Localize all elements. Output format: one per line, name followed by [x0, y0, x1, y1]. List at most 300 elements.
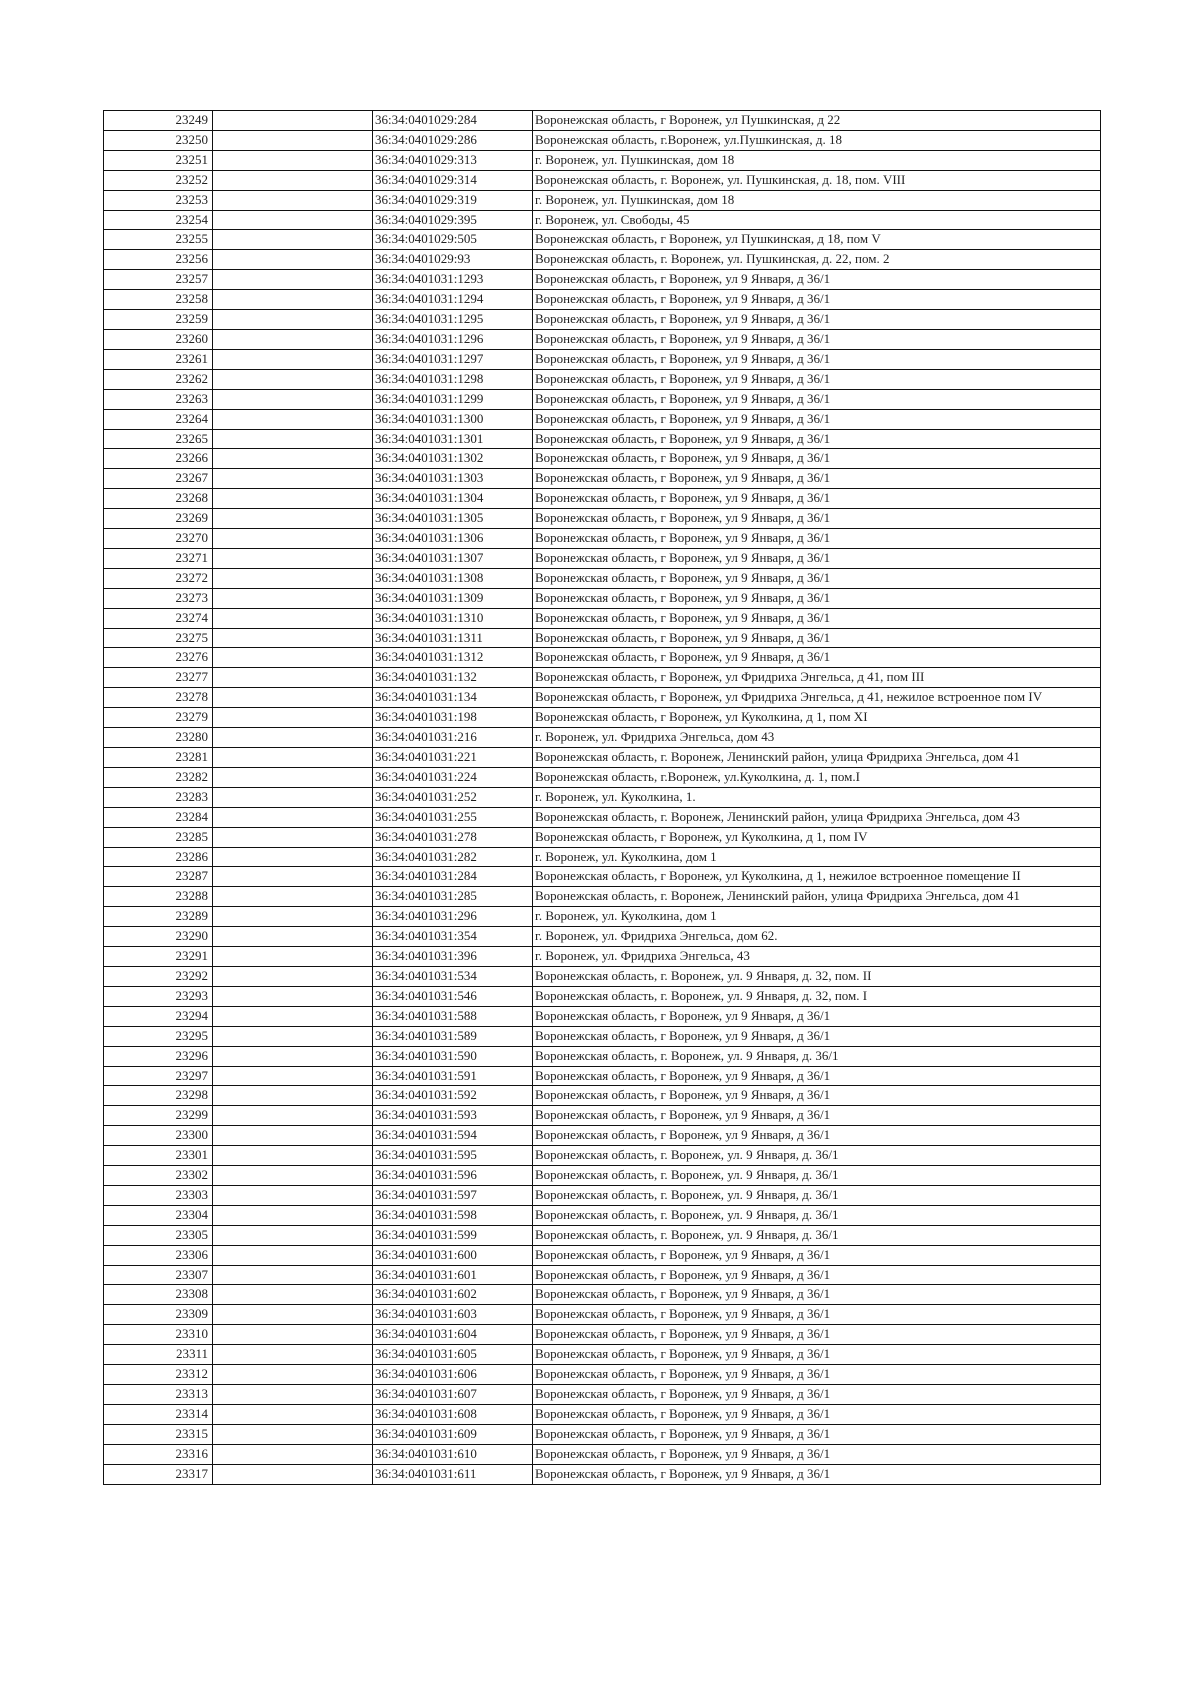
cadastral-number-cell: 36:34:0401031:546 — [373, 986, 533, 1006]
cadastral-number-cell: 36:34:0401031:597 — [373, 1185, 533, 1205]
table-row — [104, 270, 1101, 290]
empty-cell — [213, 130, 373, 150]
table-row — [104, 748, 1101, 768]
empty-cell — [213, 907, 373, 927]
empty-cell — [213, 827, 373, 847]
table-row — [104, 728, 1101, 748]
cadastral-number-cell: 36:34:0401031:588 — [373, 1006, 533, 1026]
address-cell: Воронежская область, г Воронеж, ул 9 Января, д 36/1 — [533, 270, 1101, 290]
table-row — [104, 1066, 1101, 1086]
row-number-cell: 23304 — [104, 1205, 213, 1225]
cadastral-number-cell: 36:34:0401031:1307 — [373, 548, 533, 568]
table-row — [104, 1106, 1101, 1126]
empty-cell — [213, 708, 373, 728]
row-number-cell: 23275 — [104, 628, 213, 648]
empty-cell — [213, 290, 373, 310]
address-cell: Воронежская область, г Воронеж, ул 9 Января, д 36/1 — [533, 329, 1101, 349]
table-row — [104, 867, 1101, 887]
empty-cell — [213, 111, 373, 131]
cadastral-number-cell: 36:34:0401031:252 — [373, 787, 533, 807]
empty-cell — [213, 1385, 373, 1405]
cadastral-number-cell: 36:34:0401031:1297 — [373, 349, 533, 369]
row-number-cell: 23278 — [104, 688, 213, 708]
table-row — [104, 509, 1101, 529]
cadastral-number-cell: 36:34:0401031:600 — [373, 1245, 533, 1265]
empty-cell — [213, 1444, 373, 1464]
empty-cell — [213, 1166, 373, 1186]
row-number-cell: 23298 — [104, 1086, 213, 1106]
table-row — [104, 529, 1101, 549]
cadastral-number-cell: 36:34:0401031:590 — [373, 1046, 533, 1066]
address-cell: Воронежская область, г Воронеж, ул 9 Января, д 36/1 — [533, 1285, 1101, 1305]
cadastral-number-cell: 36:34:0401031:603 — [373, 1305, 533, 1325]
cadastral-number-cell: 36:34:0401031:1308 — [373, 568, 533, 588]
table-row — [104, 389, 1101, 409]
table-row — [104, 1225, 1101, 1245]
row-number-cell: 23308 — [104, 1285, 213, 1305]
cadastral-number-cell: 36:34:0401031:296 — [373, 907, 533, 927]
table-row — [104, 787, 1101, 807]
cadastral-number-cell: 36:34:0401031:1294 — [373, 290, 533, 310]
empty-cell — [213, 608, 373, 628]
row-number-cell: 23302 — [104, 1166, 213, 1186]
row-number-cell: 23307 — [104, 1265, 213, 1285]
address-cell: Воронежская область, г Воронеж, ул 9 Января, д 36/1 — [533, 1325, 1101, 1345]
row-number-cell: 23270 — [104, 529, 213, 549]
address-cell: Воронежская область, г.Воронеж, ул.Пушкинская, д. 18 — [533, 130, 1101, 150]
empty-cell — [213, 1205, 373, 1225]
table-row — [104, 210, 1101, 230]
table-row — [104, 648, 1101, 668]
address-cell: Воронежская область, г Воронеж, ул 9 Января, д 36/1 — [533, 1345, 1101, 1365]
cadastral-number-cell: 36:34:0401031:1306 — [373, 529, 533, 549]
table-row — [104, 1325, 1101, 1345]
row-number-cell: 23303 — [104, 1185, 213, 1205]
empty-cell — [213, 1404, 373, 1424]
cadastral-number-cell: 36:34:0401031:1311 — [373, 628, 533, 648]
address-cell: Воронежская область, г Воронеж, ул Фридриха Энгельса, д 41, пом III — [533, 668, 1101, 688]
address-cell: Воронежская область, г Воронеж, ул Пушкинская, д 22 — [533, 111, 1101, 131]
empty-cell — [213, 986, 373, 1006]
cadastral-number-cell: 36:34:0401031:1301 — [373, 429, 533, 449]
table-row — [104, 170, 1101, 190]
row-number-cell: 23268 — [104, 489, 213, 509]
empty-cell — [213, 469, 373, 489]
table-row — [104, 349, 1101, 369]
address-cell: Воронежская область, г Воронеж, ул 9 Января, д 36/1 — [533, 290, 1101, 310]
table-row — [104, 1385, 1101, 1405]
cadastral-number-cell: 36:34:0401031:602 — [373, 1285, 533, 1305]
address-cell: Воронежская область, г Воронеж, ул 9 Января, д 36/1 — [533, 648, 1101, 668]
address-cell: г. Воронеж, ул. Фридриха Энгельса, дом 62. — [533, 927, 1101, 947]
cadastral-number-cell: 36:34:0401031:608 — [373, 1404, 533, 1424]
address-cell: г. Воронеж, ул. Пушкинская, дом 18 — [533, 190, 1101, 210]
address-cell: Воронежская область, г Воронеж, ул Куколкина, д 1, пом XI — [533, 708, 1101, 728]
row-number-cell: 23261 — [104, 349, 213, 369]
table-row — [104, 369, 1101, 389]
empty-cell — [213, 1066, 373, 1086]
address-cell: Воронежская область, г. Воронеж, ул. 9 Января, д. 36/1 — [533, 1205, 1101, 1225]
cadastral-number-cell: 36:34:0401031:134 — [373, 688, 533, 708]
table-row — [104, 986, 1101, 1006]
row-number-cell: 23279 — [104, 708, 213, 728]
empty-cell — [213, 628, 373, 648]
empty-cell — [213, 867, 373, 887]
row-number-cell: 23262 — [104, 369, 213, 389]
cadastral-number-cell: 36:34:0401031:1300 — [373, 409, 533, 429]
row-number-cell: 23289 — [104, 907, 213, 927]
row-number-cell: 23300 — [104, 1126, 213, 1146]
row-number-cell: 23316 — [104, 1444, 213, 1464]
empty-cell — [213, 927, 373, 947]
address-cell: Воронежская область, г Воронеж, ул 9 Января, д 36/1 — [533, 1265, 1101, 1285]
row-number-cell: 23271 — [104, 548, 213, 568]
row-number-cell: 23269 — [104, 509, 213, 529]
address-cell: Воронежская область, г. Воронеж, ул. 9 Января, д. 32, пом. II — [533, 966, 1101, 986]
row-number-cell: 23256 — [104, 250, 213, 270]
empty-cell — [213, 728, 373, 748]
cadastral-number-cell: 36:34:0401031:1302 — [373, 449, 533, 469]
cadastral-number-cell: 36:34:0401031:1312 — [373, 648, 533, 668]
cadastral-number-cell: 36:34:0401031:354 — [373, 927, 533, 947]
address-cell: Воронежская область, г Воронеж, ул 9 Января, д 36/1 — [533, 1086, 1101, 1106]
row-number-cell: 23283 — [104, 787, 213, 807]
table-row — [104, 1026, 1101, 1046]
table-row — [104, 568, 1101, 588]
address-cell: Воронежская область, г. Воронеж, ул. 9 Января, д. 36/1 — [533, 1225, 1101, 1245]
row-number-cell: 23310 — [104, 1325, 213, 1345]
cadastral-number-cell: 36:34:0401031:284 — [373, 867, 533, 887]
address-cell: Воронежская область, г Воронеж, ул 9 Января, д 36/1 — [533, 568, 1101, 588]
empty-cell — [213, 1285, 373, 1305]
table-row — [104, 489, 1101, 509]
empty-cell — [213, 748, 373, 768]
address-cell: Воронежская область, г Воронеж, ул Фридриха Энгельса, д 41, нежилое встроенное пом IV — [533, 688, 1101, 708]
cadastral-number-cell: 36:34:0401031:605 — [373, 1345, 533, 1365]
cadastral-number-cell: 36:34:0401031:282 — [373, 847, 533, 867]
row-number-cell: 23311 — [104, 1345, 213, 1365]
row-number-cell: 23317 — [104, 1464, 213, 1484]
row-number-cell: 23249 — [104, 111, 213, 131]
cadastral-number-cell: 36:34:0401029:313 — [373, 150, 533, 170]
table-row — [104, 907, 1101, 927]
row-number-cell: 23276 — [104, 648, 213, 668]
cadastral-number-cell: 36:34:0401031:594 — [373, 1126, 533, 1146]
cadastral-number-cell: 36:34:0401029:395 — [373, 210, 533, 230]
empty-cell — [213, 369, 373, 389]
table-row — [104, 1424, 1101, 1444]
address-cell: Воронежская область, г.Воронеж, ул.Куколкина, д. 1, пом.I — [533, 767, 1101, 787]
address-cell: Воронежская область, г. Воронеж, ул. 9 Января, д. 32, пом. I — [533, 986, 1101, 1006]
cadastral-number-cell: 36:34:0401031:591 — [373, 1066, 533, 1086]
table-row — [104, 1444, 1101, 1464]
empty-cell — [213, 548, 373, 568]
cadastral-number-cell: 36:34:0401031:534 — [373, 966, 533, 986]
empty-cell — [213, 449, 373, 469]
table-row — [104, 310, 1101, 330]
cadastral-number-cell: 36:34:0401029:314 — [373, 170, 533, 190]
empty-cell — [213, 966, 373, 986]
address-cell: Воронежская область, г Воронеж, ул 9 Января, д 36/1 — [533, 1365, 1101, 1385]
address-cell: Воронежская область, г Воронеж, ул 9 Января, д 36/1 — [533, 1305, 1101, 1325]
row-number-cell: 23280 — [104, 728, 213, 748]
row-number-cell: 23286 — [104, 847, 213, 867]
cadastral-number-cell: 36:34:0401029:319 — [373, 190, 533, 210]
table-row — [104, 827, 1101, 847]
address-cell: Воронежская область, г Воронеж, ул 9 Января, д 36/1 — [533, 449, 1101, 469]
empty-cell — [213, 648, 373, 668]
table-row — [104, 767, 1101, 787]
empty-cell — [213, 1126, 373, 1146]
registry-table-body — [104, 111, 1101, 1485]
row-number-cell: 23297 — [104, 1066, 213, 1086]
address-cell: Воронежская область, г Воронеж, ул 9 Января, д 36/1 — [533, 1424, 1101, 1444]
empty-cell — [213, 588, 373, 608]
cadastral-number-cell: 36:34:0401031:278 — [373, 827, 533, 847]
row-number-cell: 23250 — [104, 130, 213, 150]
empty-cell — [213, 389, 373, 409]
table-row — [104, 1365, 1101, 1385]
empty-cell — [213, 1305, 373, 1325]
table-row — [104, 966, 1101, 986]
empty-cell — [213, 230, 373, 250]
empty-cell — [213, 1185, 373, 1205]
address-cell: г. Воронеж, ул. Фридриха Энгельса, 43 — [533, 947, 1101, 967]
row-number-cell: 23264 — [104, 409, 213, 429]
row-number-cell: 23290 — [104, 927, 213, 947]
empty-cell — [213, 887, 373, 907]
empty-cell — [213, 1464, 373, 1484]
table-row — [104, 1146, 1101, 1166]
table-row — [104, 1404, 1101, 1424]
cadastral-number-cell: 36:34:0401031:221 — [373, 748, 533, 768]
address-cell: Воронежская область, г Воронеж, ул 9 Января, д 36/1 — [533, 1006, 1101, 1026]
cadastral-number-cell: 36:34:0401031:216 — [373, 728, 533, 748]
address-cell: Воронежская область, г Воронеж, ул 9 Января, д 36/1 — [533, 389, 1101, 409]
row-number-cell: 23282 — [104, 767, 213, 787]
cadastral-number-cell: 36:34:0401031:1296 — [373, 329, 533, 349]
row-number-cell: 23263 — [104, 389, 213, 409]
table-row — [104, 548, 1101, 568]
row-number-cell: 23315 — [104, 1424, 213, 1444]
row-number-cell: 23306 — [104, 1245, 213, 1265]
table-row — [104, 409, 1101, 429]
cadastral-number-cell: 36:34:0401031:396 — [373, 947, 533, 967]
row-number-cell: 23251 — [104, 150, 213, 170]
table-row — [104, 927, 1101, 947]
empty-cell — [213, 250, 373, 270]
empty-cell — [213, 1345, 373, 1365]
cadastral-number-cell: 36:34:0401031:604 — [373, 1325, 533, 1345]
cadastral-number-cell: 36:34:0401031:595 — [373, 1146, 533, 1166]
row-number-cell: 23266 — [104, 449, 213, 469]
address-cell: Воронежская область, г Воронеж, ул 9 Января, д 36/1 — [533, 1404, 1101, 1424]
cadastral-number-cell: 36:34:0401031:224 — [373, 767, 533, 787]
table-row — [104, 1285, 1101, 1305]
empty-cell — [213, 1046, 373, 1066]
row-number-cell: 23284 — [104, 807, 213, 827]
table-row — [104, 1265, 1101, 1285]
empty-cell — [213, 568, 373, 588]
row-number-cell: 23255 — [104, 230, 213, 250]
address-cell: Воронежская область, г Воронеж, ул 9 Января, д 36/1 — [533, 608, 1101, 628]
empty-cell — [213, 767, 373, 787]
cadastral-number-cell: 36:34:0401031:607 — [373, 1385, 533, 1405]
empty-cell — [213, 1146, 373, 1166]
cadastral-number-cell: 36:34:0401031:601 — [373, 1265, 533, 1285]
empty-cell — [213, 1026, 373, 1046]
table-row — [104, 290, 1101, 310]
table-row — [104, 847, 1101, 867]
row-number-cell: 23313 — [104, 1385, 213, 1405]
table-row — [104, 608, 1101, 628]
empty-cell — [213, 310, 373, 330]
row-number-cell: 23296 — [104, 1046, 213, 1066]
row-number-cell: 23295 — [104, 1026, 213, 1046]
table-row — [104, 668, 1101, 688]
table-row — [104, 449, 1101, 469]
row-number-cell: 23265 — [104, 429, 213, 449]
row-number-cell: 23258 — [104, 290, 213, 310]
cadastral-number-cell: 36:34:0401031:610 — [373, 1444, 533, 1464]
address-cell: Воронежская область, г Воронеж, ул 9 Января, д 36/1 — [533, 469, 1101, 489]
empty-cell — [213, 509, 373, 529]
address-cell: Воронежская область, г. Воронеж, Ленинский район, улица Фридриха Энгельса, дом 43 — [533, 807, 1101, 827]
table-row — [104, 588, 1101, 608]
empty-cell — [213, 1365, 373, 1385]
table-row — [104, 111, 1101, 131]
table-row — [104, 1126, 1101, 1146]
row-number-cell: 23314 — [104, 1404, 213, 1424]
address-cell: Воронежская область, г Воронеж, ул 9 Января, д 36/1 — [533, 1126, 1101, 1146]
empty-cell — [213, 349, 373, 369]
address-cell: Воронежская область, г Воронеж, ул 9 Января, д 36/1 — [533, 1464, 1101, 1484]
empty-cell — [213, 787, 373, 807]
empty-cell — [213, 1086, 373, 1106]
cadastral-number-cell: 36:34:0401031:596 — [373, 1166, 533, 1186]
empty-cell — [213, 847, 373, 867]
address-cell: Воронежская область, г Воронеж, ул Пушкинская, д 18, пом V — [533, 230, 1101, 250]
address-cell: г. Воронеж, ул. Пушкинская, дом 18 — [533, 150, 1101, 170]
cadastral-number-cell: 36:34:0401031:132 — [373, 668, 533, 688]
cadastral-number-cell: 36:34:0401031:593 — [373, 1106, 533, 1126]
address-cell: Воронежская область, г Воронеж, ул 9 Января, д 36/1 — [533, 628, 1101, 648]
cadastral-number-cell: 36:34:0401031:611 — [373, 1464, 533, 1484]
registry-table — [103, 110, 1101, 1485]
row-number-cell: 23272 — [104, 568, 213, 588]
address-cell: Воронежская область, г Воронеж, ул 9 Января, д 36/1 — [533, 509, 1101, 529]
address-cell: г. Воронеж, ул. Куколкина, 1. — [533, 787, 1101, 807]
cadastral-number-cell: 36:34:0401031:589 — [373, 1026, 533, 1046]
empty-cell — [213, 210, 373, 230]
table-row — [104, 708, 1101, 728]
empty-cell — [213, 270, 373, 290]
empty-cell — [213, 947, 373, 967]
row-number-cell: 23301 — [104, 1146, 213, 1166]
cadastral-number-cell: 36:34:0401031:198 — [373, 708, 533, 728]
table-row — [104, 469, 1101, 489]
row-number-cell: 23259 — [104, 310, 213, 330]
address-cell: Воронежская область, г Воронеж, ул Куколкина, д 1, пом IV — [533, 827, 1101, 847]
table-row — [104, 1185, 1101, 1205]
table-row — [104, 130, 1101, 150]
row-number-cell: 23285 — [104, 827, 213, 847]
address-cell: Воронежская область, г. Воронеж, Ленинский район, улица Фридриха Энгельса, дом 41 — [533, 887, 1101, 907]
empty-cell — [213, 1325, 373, 1345]
empty-cell — [213, 329, 373, 349]
address-cell: Воронежская область, г Воронеж, ул 9 Января, д 36/1 — [533, 369, 1101, 389]
address-cell: г. Воронеж, ул. Свободы, 45 — [533, 210, 1101, 230]
address-cell: Воронежская область, г Воронеж, ул 9 Января, д 36/1 — [533, 1385, 1101, 1405]
table-row — [104, 1205, 1101, 1225]
address-cell: Воронежская область, г. Воронеж, ул. 9 Января, д. 36/1 — [533, 1046, 1101, 1066]
row-number-cell: 23305 — [104, 1225, 213, 1245]
cadastral-number-cell: 36:34:0401031:1293 — [373, 270, 533, 290]
table-row — [104, 329, 1101, 349]
table-row — [104, 190, 1101, 210]
address-cell: г. Воронеж, ул. Куколкина, дом 1 — [533, 847, 1101, 867]
address-cell: Воронежская область, г Воронеж, ул 9 Января, д 36/1 — [533, 409, 1101, 429]
address-cell: Воронежская область, г. Воронеж, ул. 9 Января, д. 36/1 — [533, 1166, 1101, 1186]
address-cell: Воронежская область, г. Воронеж, Ленинский район, улица Фридриха Энгельса, дом 41 — [533, 748, 1101, 768]
cadastral-number-cell: 36:34:0401031:599 — [373, 1225, 533, 1245]
row-number-cell: 23288 — [104, 887, 213, 907]
table-row — [104, 1345, 1101, 1365]
address-cell: Воронежская область, г. Воронеж, ул. 9 Января, д. 36/1 — [533, 1146, 1101, 1166]
cadastral-number-cell: 36:34:0401031:1304 — [373, 489, 533, 509]
table-row — [104, 688, 1101, 708]
row-number-cell: 23267 — [104, 469, 213, 489]
cadastral-number-cell: 36:34:0401031:1305 — [373, 509, 533, 529]
empty-cell — [213, 170, 373, 190]
row-number-cell: 23309 — [104, 1305, 213, 1325]
empty-cell — [213, 150, 373, 170]
empty-cell — [213, 1225, 373, 1245]
address-cell: Воронежская область, г Воронеж, ул 9 Января, д 36/1 — [533, 489, 1101, 509]
row-number-cell: 23292 — [104, 966, 213, 986]
empty-cell — [213, 1245, 373, 1265]
row-number-cell: 23312 — [104, 1365, 213, 1385]
row-number-cell: 23294 — [104, 1006, 213, 1026]
address-cell: г. Воронеж, ул. Куколкина, дом 1 — [533, 907, 1101, 927]
row-number-cell: 23274 — [104, 608, 213, 628]
table-row — [104, 1305, 1101, 1325]
cadastral-number-cell: 36:34:0401031:1309 — [373, 588, 533, 608]
cadastral-number-cell: 36:34:0401031:592 — [373, 1086, 533, 1106]
address-cell: Воронежская область, г Воронеж, ул 9 Января, д 36/1 — [533, 548, 1101, 568]
address-cell: Воронежская область, г Воронеж, ул 9 Января, д 36/1 — [533, 429, 1101, 449]
row-number-cell: 23293 — [104, 986, 213, 1006]
table-row — [104, 250, 1101, 270]
cadastral-number-cell: 36:34:0401031:1299 — [373, 389, 533, 409]
table-row — [104, 1166, 1101, 1186]
table-row — [104, 1086, 1101, 1106]
empty-cell — [213, 807, 373, 827]
empty-cell — [213, 429, 373, 449]
address-cell: Воронежская область, г Воронеж, ул Куколкина, д 1, нежилое встроенное помещение II — [533, 867, 1101, 887]
row-number-cell: 23291 — [104, 947, 213, 967]
table-row — [104, 1464, 1101, 1484]
table-row — [104, 628, 1101, 648]
table-row — [104, 150, 1101, 170]
row-number-cell: 23254 — [104, 210, 213, 230]
address-cell: Воронежская область, г Воронеж, ул 9 Января, д 36/1 — [533, 310, 1101, 330]
cadastral-number-cell: 36:34:0401031:1303 — [373, 469, 533, 489]
address-cell: Воронежская область, г. Воронеж, ул. 9 Января, д. 36/1 — [533, 1185, 1101, 1205]
cadastral-number-cell: 36:34:0401031:255 — [373, 807, 533, 827]
empty-cell — [213, 190, 373, 210]
address-cell: Воронежская область, г Воронеж, ул 9 Января, д 36/1 — [533, 1444, 1101, 1464]
